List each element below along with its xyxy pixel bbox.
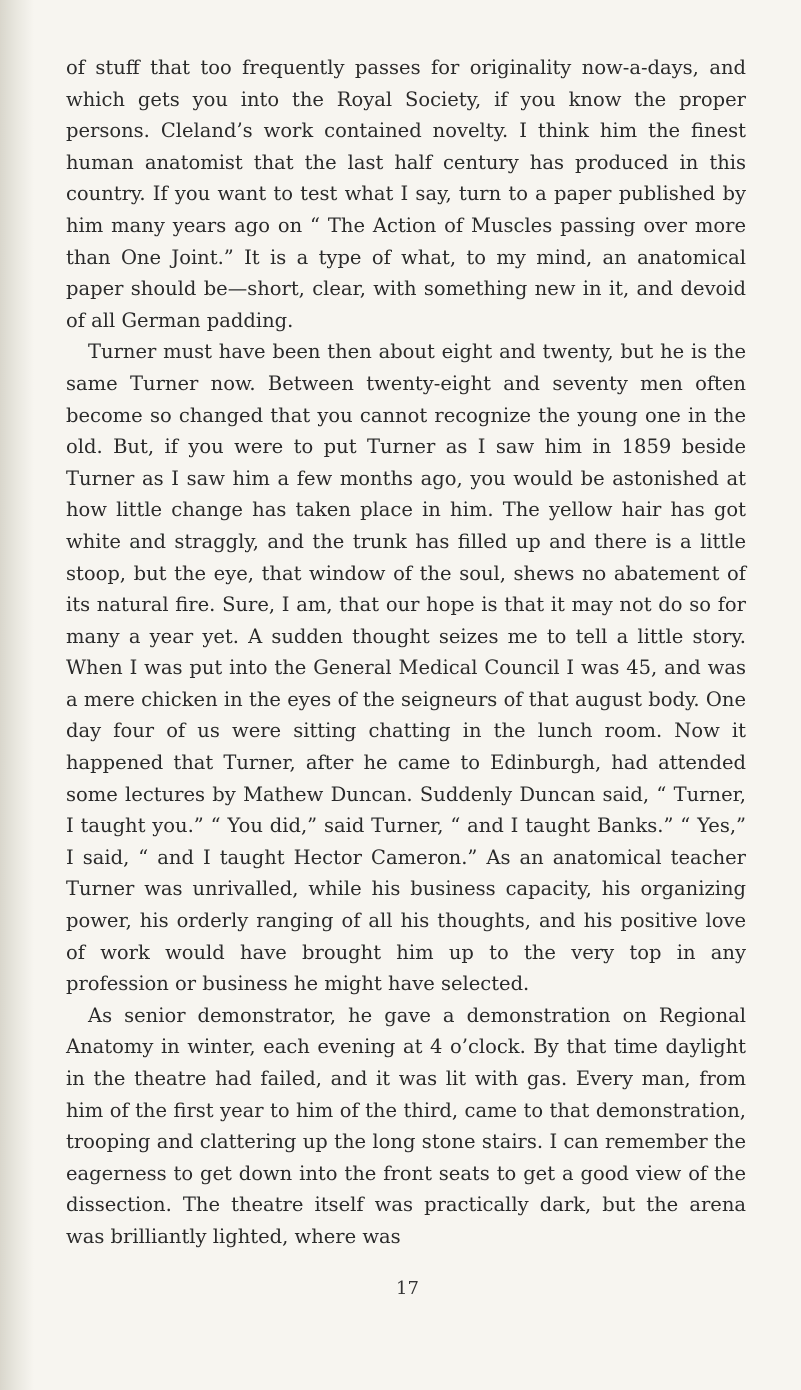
paragraph-2: Turner must have been then about eight and twenty, but he is the same Turner now. Between twenty-eight and seventy men often become so changed that you cannot recognize the young one in the old. But, if you were to put Turner as I saw him in 1859 beside Turner as I saw him a few months ago, you would be astonished at how little change has taken place in him. The yellow hair has got white and straggly, and the trunk has filled up and there is a little stoop, but the eye, that window of the soul, shews no abatement of its natural fire. Sure, I am, that our hope is that it may not do so for many a year yet. A sudden thought seizes me to tell a little story. When I was put into the General Medical Council I was 45, and was a mere chicken in the eyes of the seigneurs of that august body. One day four of us were sitting chatting in the lunch room. Now it happened that Turner, after he came to Edinburgh, had attended some lectures by Mathew Duncan. Suddenly Duncan said, “ Turner, I taught you.” “ You did,” said Turner, “ and I taught Banks.” “ Yes,” I said, “ and I taught Hector Cameron.” As an anatomical teacher Turner was unrivalled, while his business capacity, his organizing power, his orderly ranging of all his thoughts, and his positive love of work would have brought him up to the very top in any profession or business he might have selected. bbox=[66, 340, 746, 996]
binding-gutter-shadow bbox=[0, 0, 34, 1390]
paragraph-3: As senior demonstrator, he gave a demonstration on Regional Anatomy in winter, each evening at 4 o’clock. By that time daylight in the theatre had failed, and it was lit with gas. Every man, from him of the first year to him of the third, came to that demonstration, trooping and clattering up the long stone stairs. I can remember the eagerness to get down into the front seats to get a good view of the dissection. The theatre itself was practically dark, but the arena was brilliantly lighted, where was bbox=[66, 1003, 746, 1248]
paragraph-1: of stuff that too frequently passes for originality now-a-days, and which gets you into the Royal Society, if you know the proper persons. Cleland’s work contained novelty. I think him the finest human anatomist that the last half century has produced in this country. If you want to test what I say, turn to a paper published by him many years ago on “ The Action of Muscles passing over more than One Joint.” It is a type of what, to my mind, an anatomical paper should be—short, clear, with something new in it, and devoid of all German padding. bbox=[66, 56, 746, 332]
body-text bbox=[66, 52, 746, 1253]
page-number: 17 bbox=[396, 1278, 419, 1299]
